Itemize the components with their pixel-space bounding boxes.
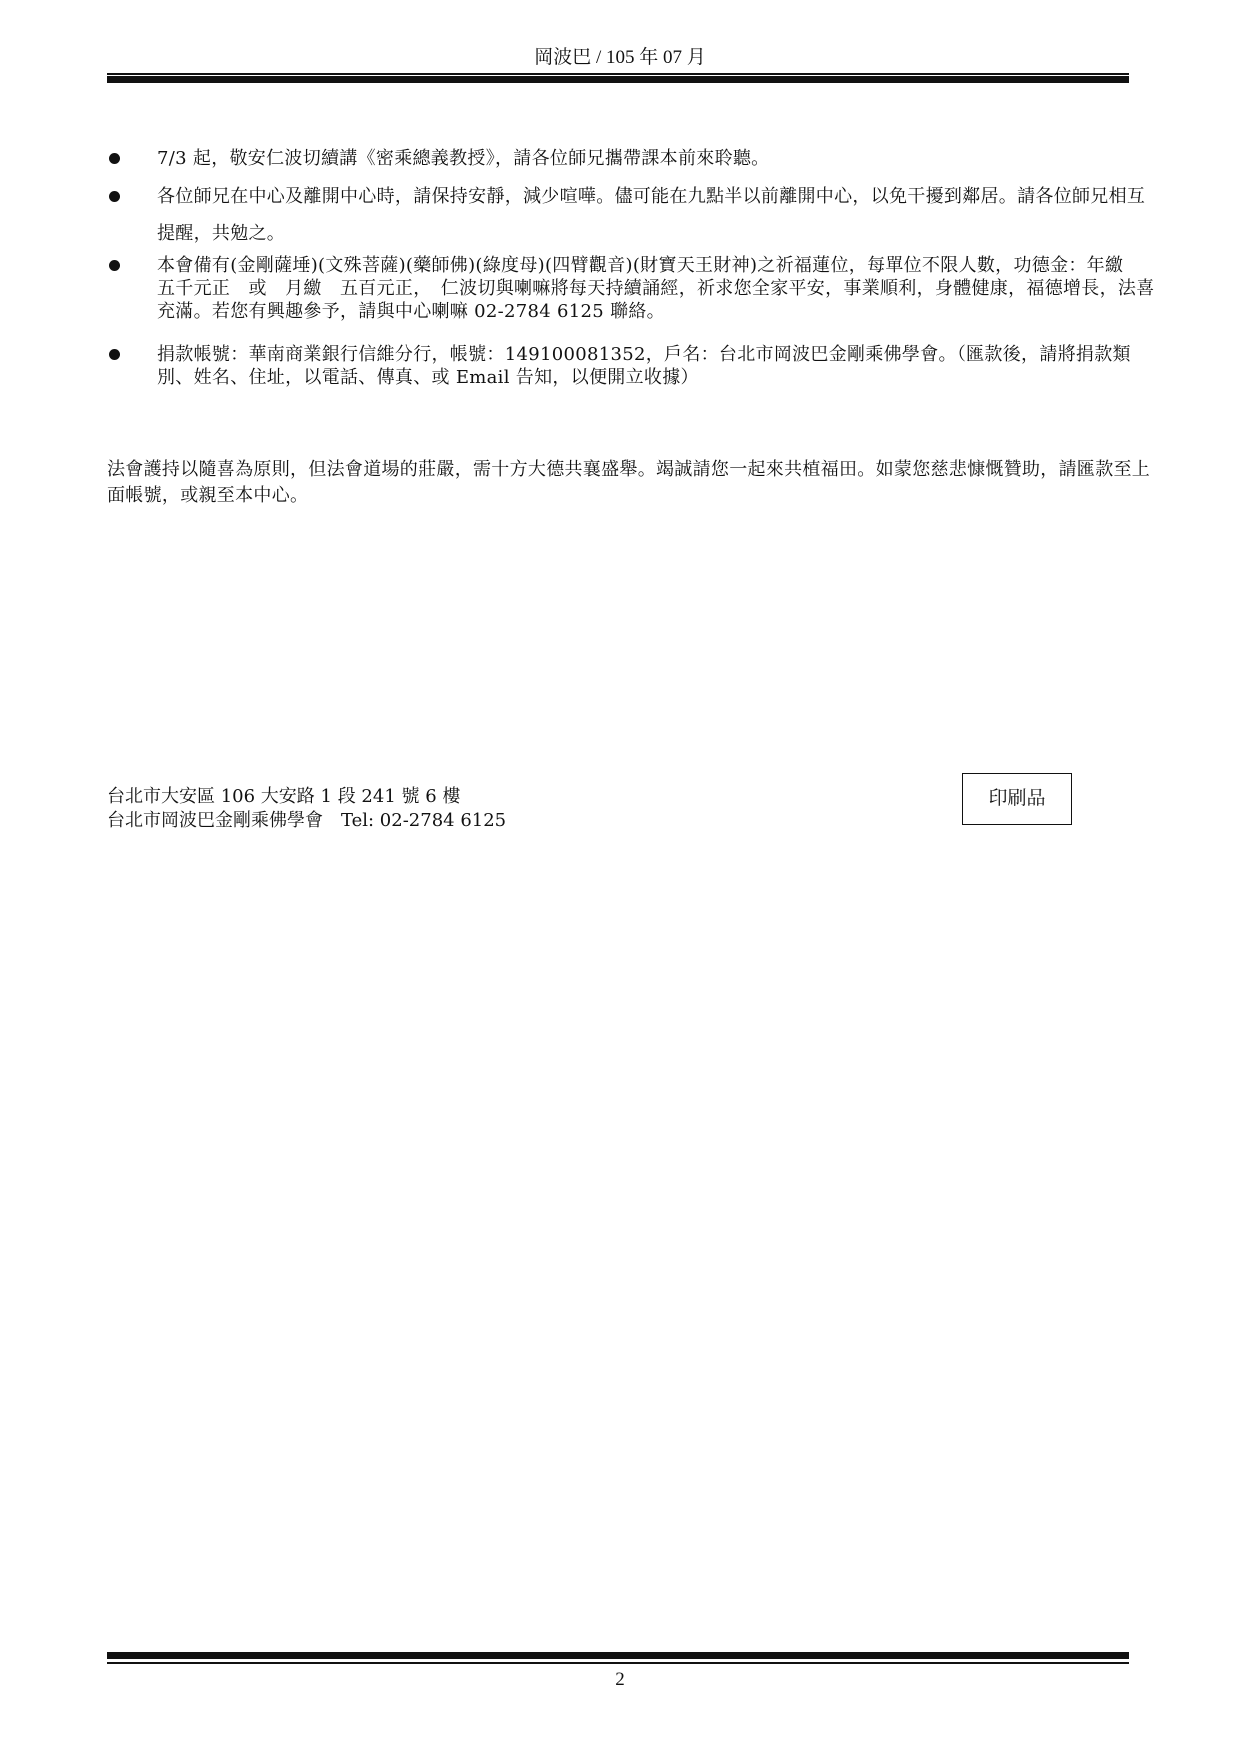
bullet-icon <box>109 260 120 271</box>
announcement-item <box>107 343 1157 389</box>
announcement-item <box>107 147 1157 170</box>
header-rule-thin <box>107 73 1129 75</box>
announcement-text: 各位師兄在中心及離開中心時，請保持安靜，減少喧嘩。儘可能在九點半以前離開中心，以免干擾到鄰居。請各位師兄相互提醒，共勉之。 <box>157 186 1146 244</box>
bullet-icon <box>109 153 120 164</box>
page-number: 2 <box>615 1669 625 1690</box>
announcement-item <box>107 254 1157 323</box>
announcement-list <box>107 147 1157 389</box>
footer-rule-thick <box>107 1652 1129 1659</box>
bullet-icon <box>109 191 120 202</box>
announcement-text: 7/3 起，敬安仁波切續講《密乘總義教授》，請各位師兄攜帶課本前來聆聽。 <box>157 148 770 169</box>
closing-paragraph: 法會護持以隨喜為原則，但法會道場的莊嚴，需十方大德共襄盛舉。竭誠請您一起來共植福田。如蒙您慈悲慷慨贊助，請匯款至上面帳號，或親至本中心。 <box>107 459 1151 506</box>
organization-contact-line: 台北市岡波巴金剛乘佛學會 Tel: 02-2784 6125 <box>107 810 507 831</box>
header-rule-thick <box>107 76 1129 83</box>
announcement-item <box>107 178 1157 252</box>
footer-rule-thin <box>107 1662 1129 1664</box>
announcement-text: 本會備有(金剛薩埵)(文殊菩薩)(藥師佛)(綠度母)(四臂觀音)(財寶天王財神)之祈福蓮位，每單位不限人數，功德金：年繳 五千元正 或 月繳 五百元正， 仁波切與喇嘛將每天持續誦經，祈求您全家平安，事業順利，身體健康，福德增長，法喜充滿。若您有興趣參予，請與中心喇嘛 02-2784 6125 聯絡。 <box>157 255 1155 322</box>
header-title: 岡波巴 / 105 年 07 月 <box>534 47 706 68</box>
address-line: 台北市大安區 106 大安路 1 段 241 號 6 樓 <box>107 786 461 807</box>
printed-matter-box: 印刷品 <box>962 773 1072 825</box>
footer-address-block <box>107 785 707 833</box>
bullet-icon <box>109 349 120 360</box>
announcement-text: 捐款帳號：華南商業銀行信維分行，帳號：149100081352，戶名：台北市岡波巴金剛乘佛學會。（匯款後，請將捐款類別、姓名、住址，以電話、傳真、或 Email 告知，以便開立收據） <box>157 344 1131 388</box>
